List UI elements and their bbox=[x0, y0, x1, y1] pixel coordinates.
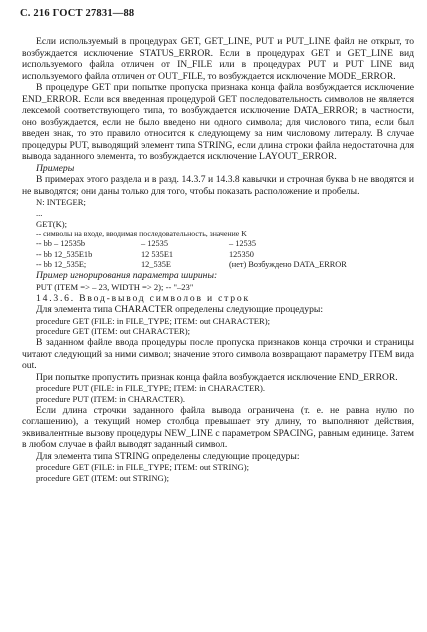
paragraph: В заданном файле ввода процедуры после пропуска признаков конца строчки и страницы читают следующий за ними символ; значение этого символа возвращают параметру ITEM вида out. bbox=[22, 337, 414, 372]
width-example-title: Пример игнорирования параметра ширины: bbox=[36, 270, 218, 282]
document-body bbox=[22, 36, 414, 484]
table-row bbox=[36, 260, 414, 270]
code-line: GET(K); bbox=[36, 218, 68, 229]
table-cell: – 12535 bbox=[229, 239, 256, 249]
table-cell: 12_535E bbox=[141, 259, 171, 269]
paragraph: В процедуре GET при попытке пропуска признака конца файла возбуждается исключение END_ERROR. Если вся введенная процедурой GET последовательность символов не является лексемой соответствующего типа, то возбуждается исключение DATA_ERROR; в частности, оно возбуждается, если не было введено ни одного символа; для числового типа, если был введен знак, то это правило относится к следующему за ним числовому литералу. В случае процедуры PUT, выводящий элемент типа STRING, если длина строки файла недостаточна для вывода заданного элемента, то возбуждается исключение LAYOUT_ERROR. bbox=[22, 82, 414, 162]
procedure-line: procedure PUT (ITEM: in CHARACTER). bbox=[36, 393, 186, 404]
code-comment: -- символы на входе, вводимая последовательность, значение K bbox=[36, 229, 247, 239]
paragraph: Если используемый в процедурах GET, GET_LINE, PUT и PUT_LINE файл не открыт, то возбуждается исключение STATUS_ERROR. Если в процедурах GET и GET_LINE вид используемого файла отличен от IN_FILE или в процедурах PUT и PUT LINE вид используемого файла отличен от OUT_FILE, то возбуждается исключение MODE_ERROR. bbox=[22, 36, 414, 82]
procedure-line: procedure GET (FILE: in FILE_TYPE; ITEM: out STRING); bbox=[36, 462, 249, 473]
paragraph: В примерах этого раздела и в разд. 14.3.7 и 14.3.8 кавычки и строчная буква b не вводятся и не выводятся; они даны только для того, чтобы показать расположение и пробелы. bbox=[22, 174, 414, 197]
procedure-line: procedure GET (FILE: in FILE_TYPE; ITEM: out CHARACTER); bbox=[36, 315, 270, 326]
table-cell: – 12535 bbox=[141, 239, 168, 249]
procedure-line: procedure GET (ITEM: out STRING); bbox=[36, 473, 170, 484]
procedure-line: procedure GET (ITEM: out CHARACTER); bbox=[36, 326, 191, 337]
table-cell: 12 535E1 bbox=[141, 249, 174, 259]
paragraph: Для элемента типа CHARACTER определены следующие процедуры: bbox=[36, 304, 323, 316]
table-cell: -- bb 12_535E1b bbox=[36, 249, 93, 259]
section-title: 14.3.6. Ввод-вывод символов и строк bbox=[36, 292, 250, 304]
table-cell: 125350 bbox=[229, 249, 254, 259]
example-table bbox=[22, 239, 414, 270]
procedure-line: procedure PUT (FILE: in FILE_TYPE; ITEM: in CHARACTER). bbox=[36, 383, 265, 394]
table-row bbox=[36, 250, 414, 260]
examples-heading: Примеры bbox=[36, 162, 75, 174]
table-cell: -- bb 12_535E; bbox=[36, 259, 87, 269]
table-cell: (нет) Возбуждено DATA_ERROR bbox=[229, 259, 347, 269]
table-cell: -- bb – 12535b bbox=[36, 239, 86, 249]
paragraph: Если длина строчки заданного файла вывода ограничена (т. е. не равна нулю по соглашению), а текущий номер столбца превышает эту длину, то выполняют действия, эквивалентные вызову процедуры NEW_LINE с параметром SPACING, равным единице. Затем в любом случае в файл выводят заданный символ. bbox=[22, 404, 414, 451]
code-line: ... bbox=[36, 207, 43, 218]
code-line: N: INTEGER; bbox=[36, 197, 86, 207]
page-header: С. 216 ГОСТ 27831—88 bbox=[20, 8, 135, 19]
table-row bbox=[36, 239, 414, 249]
paragraph: При попытке пропустить признак конца файла возбуждается исключение END_ERROR. bbox=[36, 371, 398, 383]
code-line: PUT (ITEM => – 23, WIDTH => 2); -- "–23" bbox=[36, 281, 194, 292]
paragraph: Для элемента типа STRING определены следующие процедуры: bbox=[36, 450, 300, 462]
